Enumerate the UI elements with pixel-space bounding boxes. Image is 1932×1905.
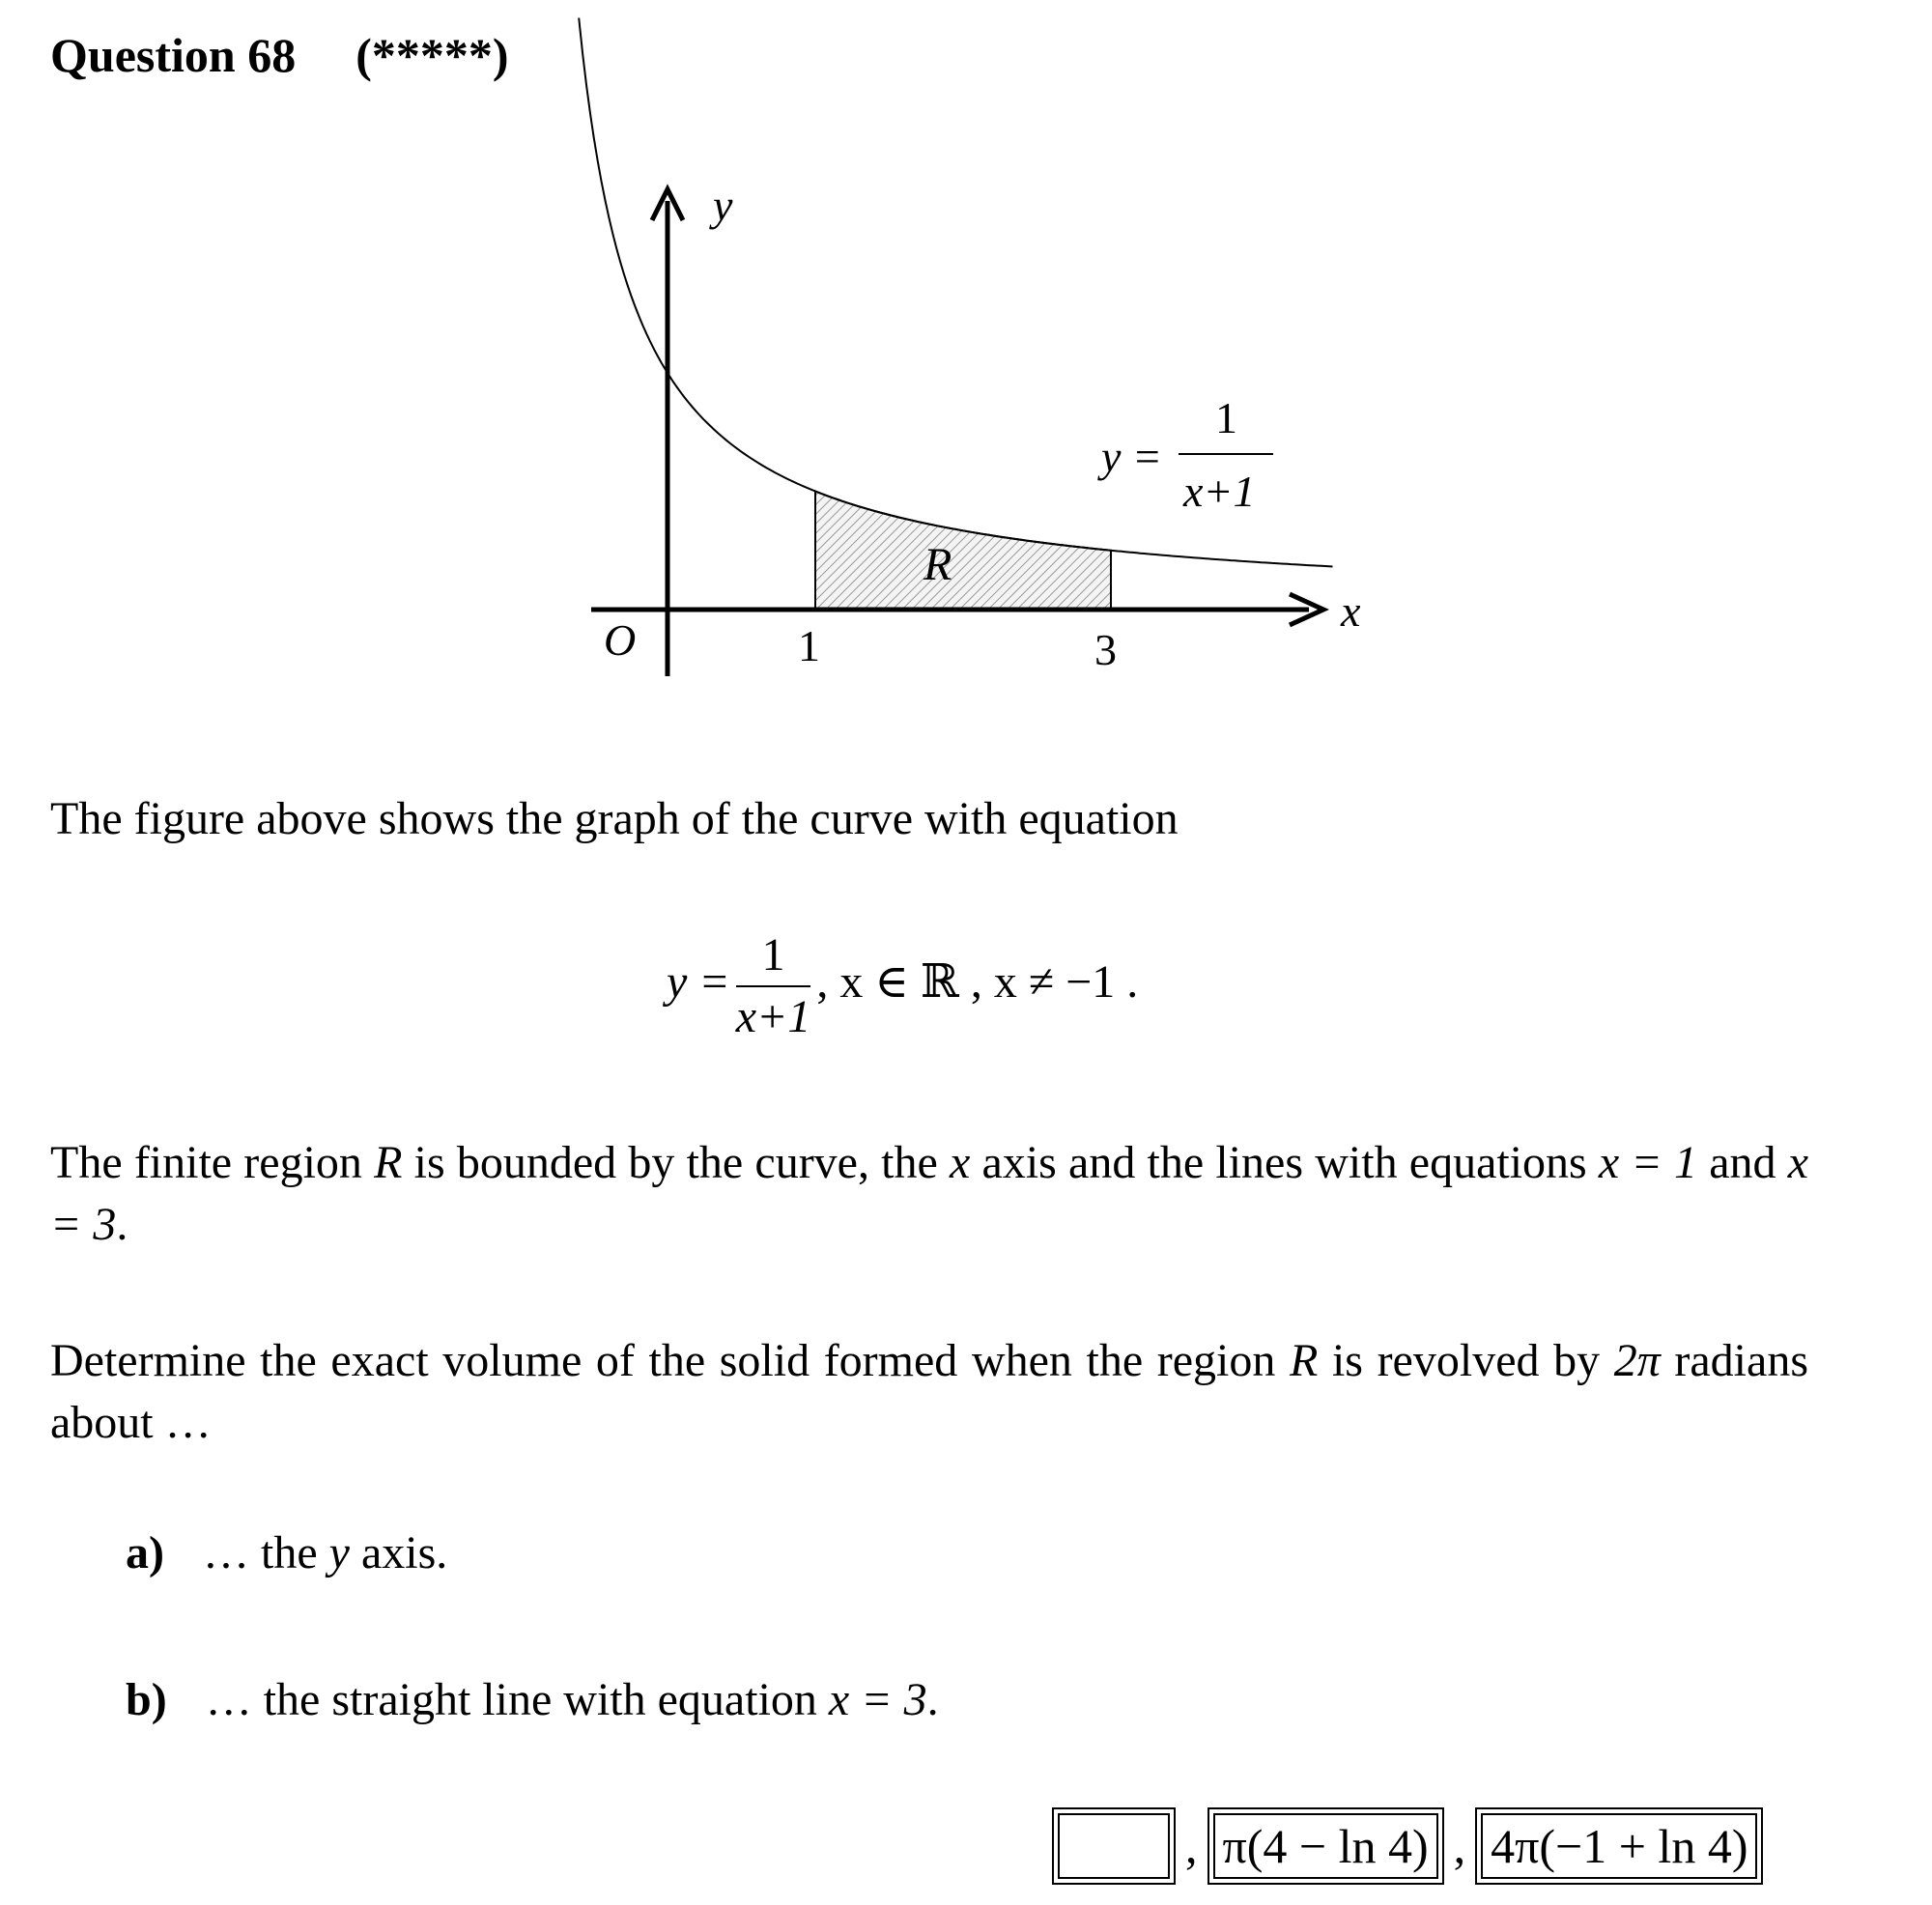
answer-box-empty [1058, 1813, 1170, 1879]
equation-numerator: 1 [736, 925, 811, 987]
answer-separator: , [1185, 1819, 1198, 1873]
volume-text-part: is revolved by [1318, 1335, 1614, 1386]
line-equation-1: x = 1 [1598, 1137, 1698, 1188]
display-equation [667, 925, 1138, 1047]
equation-denominator: x+1 [735, 991, 811, 1042]
region-text-part: The finite region [50, 1137, 375, 1188]
part-a-text: … the [202, 1527, 329, 1578]
volume-text-part: radians about … [50, 1335, 1809, 1448]
part-a-variable: y [328, 1527, 350, 1578]
tick-label-1: 1 [798, 621, 820, 670]
question-title: Question 68 [50, 28, 297, 82]
region-description [50, 1132, 1808, 1256]
answer-box-a: π(4 − ln 4) [1213, 1813, 1438, 1879]
equation-domain: , x ∈ ℝ , x ≠ −1 . [816, 956, 1139, 1009]
tick-label-3: 3 [1094, 625, 1117, 674]
answer-box-b: 4π(−1 + ln 4) [1481, 1813, 1757, 1879]
region-text-part: axis and the lines with equations [970, 1137, 1599, 1188]
curve-label-den: x+1 [1183, 467, 1256, 516]
region-text-part: . [116, 1199, 128, 1250]
curve-label-num: 1 [1215, 393, 1237, 442]
part-b-label: b) [126, 1674, 167, 1725]
angle-value: 2π [1613, 1335, 1661, 1386]
region-symbol: R [374, 1137, 403, 1188]
curve-label-lhs: y = [1101, 432, 1162, 481]
part-b-text: … the straight line with equation [205, 1674, 829, 1725]
equation-fraction [736, 925, 811, 1047]
part-b-variable: x = 3 [828, 1674, 927, 1725]
x-axis-label: x [1341, 586, 1361, 636]
region-text-part: is bounded by the curve, the [402, 1137, 951, 1188]
difficulty-stars: (*****) [355, 28, 509, 82]
region-text-part: and [1697, 1137, 1788, 1188]
part-b-text-end: . [926, 1674, 939, 1725]
part-b [126, 1673, 939, 1726]
x-symbol: x [950, 1137, 971, 1188]
part-a [126, 1526, 447, 1579]
y-axis-label: y [713, 181, 733, 230]
answer-separator: , [1453, 1819, 1466, 1873]
graph-figure [0, 0, 1932, 773]
part-a-text-end: axis. [349, 1527, 448, 1578]
volume-text-part: Determine the exact volume of the solid formed when the region [50, 1335, 1290, 1386]
equation-lhs: y = [667, 956, 730, 1009]
part-a-label: a) [126, 1527, 164, 1578]
line-equation-2: x = 3 [50, 1137, 1809, 1250]
region-label: R [923, 539, 952, 590]
answers-row [1058, 1813, 1757, 1879]
origin-label: O [604, 615, 637, 665]
volume-instruction [50, 1330, 1808, 1454]
region-symbol: R [1290, 1335, 1319, 1386]
intro-text: The figure above shows the graph of the curve with equation [50, 793, 1179, 844]
shaded-region-r [815, 492, 1111, 611]
